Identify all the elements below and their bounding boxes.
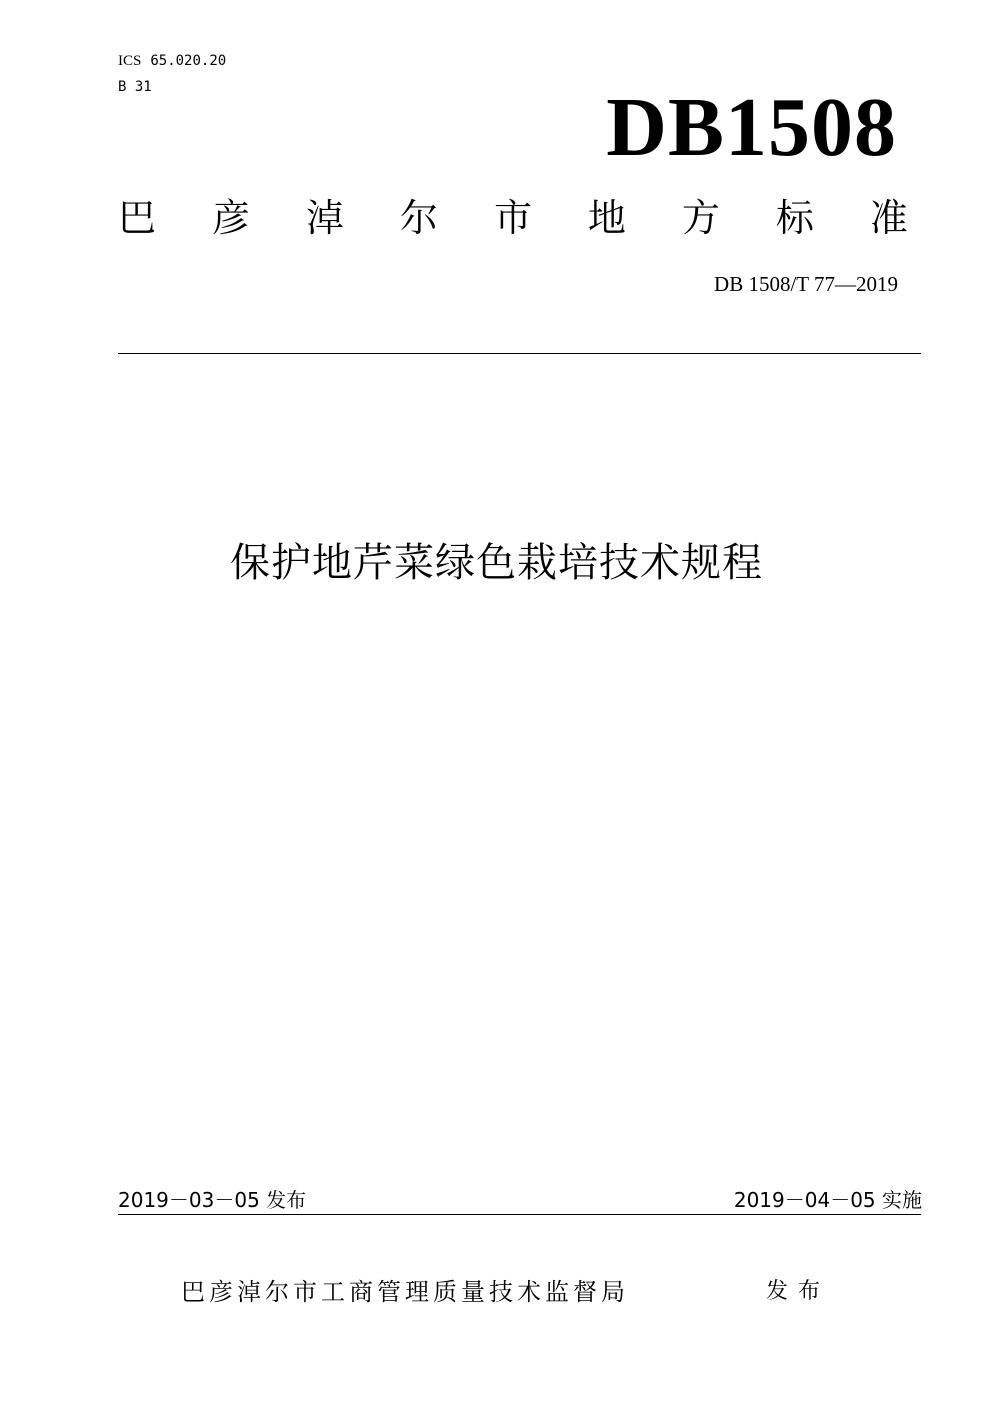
ics-code: 65.020.20 [150, 53, 227, 69]
issue-date: 2019－03－05 发布 [118, 1188, 307, 1212]
bottom-divider [118, 1214, 921, 1215]
standard-type-char: 方 [681, 196, 720, 240]
standard-type-char: 地 [587, 196, 626, 240]
standard-number: DB 1508/T 77—2019 [714, 272, 898, 296]
standard-type-char: 淖 [305, 196, 344, 240]
db-standard-mark: DB1508 [606, 81, 897, 174]
document-title: 保护地芹菜绿色栽培技术规程 [230, 540, 763, 586]
top-divider [118, 353, 921, 354]
ics-classification [118, 52, 226, 70]
issuing-authority: 巴彦淖尔市工商管理质量技术监督局 [181, 1278, 629, 1306]
standard-type-char: 标 [775, 196, 814, 240]
standard-type-char: 准 [869, 196, 908, 240]
ics-label: ICS [118, 53, 142, 69]
standard-type-char: 市 [493, 196, 532, 240]
ccs-code: B 31 [118, 79, 152, 95]
issued-label: 发布 [766, 1279, 831, 1304]
standard-type-char: 尔 [399, 196, 438, 240]
standard-type-char: 彦 [211, 196, 250, 240]
standard-type-char: 巴 [118, 196, 157, 240]
implementation-date: 2019－04－05 实施 [733, 1188, 922, 1212]
standard-type-heading [118, 196, 908, 240]
